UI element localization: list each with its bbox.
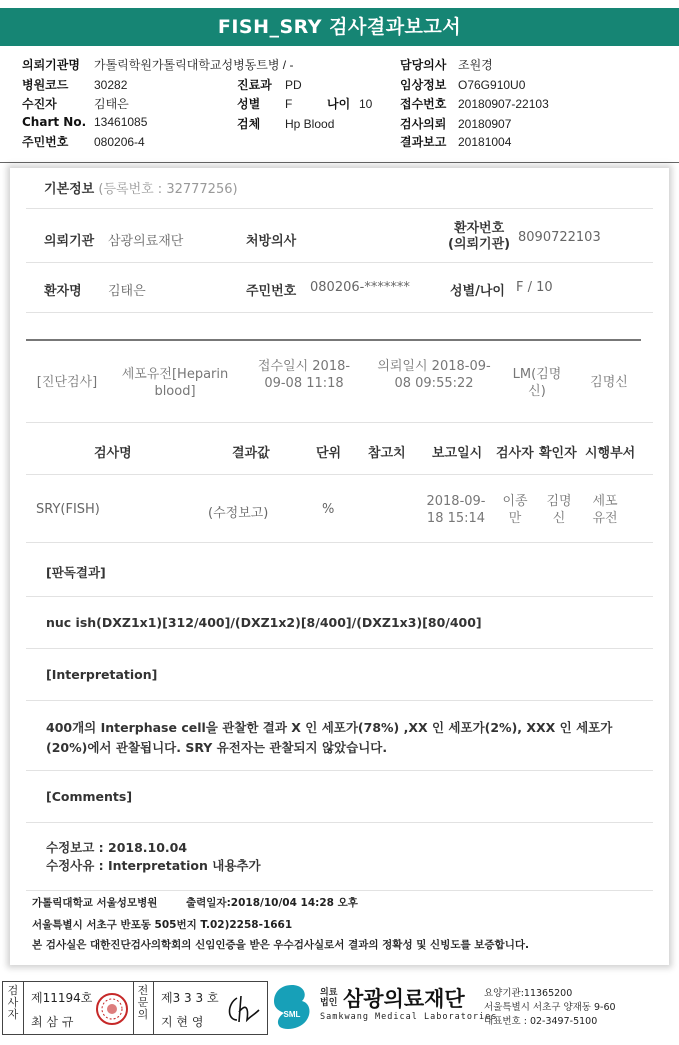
col-confirmer: 확인자 [539,446,577,461]
tester-name: 최 삼 규 [31,1015,74,1029]
sml-logo-text: SML [283,1010,301,1019]
row-tester: 이종만 [502,494,528,526]
header-resident-no: 주민번호 080206-4 [22,135,145,149]
interpretation-heading: [Interpretation] [46,667,158,682]
header-department: 진료과 PD [237,78,302,92]
patient-no-value: 8090722103 [518,230,601,245]
footer-printed: 출력일자:2018/10/04 14:28 오후 [186,897,358,909]
tester-license-no: 제11194호 [31,991,93,1005]
reading-text: nuc ish(DXZ1x1)[312/400]/(DXZ1x2)[8/400]/(DXZ1x3)[80/400] [46,615,482,630]
header-clinical-info: 임상정보 O76G910U0 [400,78,526,92]
tester-seal-icon [95,992,129,1026]
revision-date: 수정보고 : 2018.10.04 [46,840,188,855]
footer-hospital: 가톨릭대학교 서울성모병원 [32,897,158,909]
header-report-date: 결과보고 20181004 [400,135,512,149]
col-tester: 검사자 [496,446,534,461]
diag-requested: 의뢰일시 2018-09-08 09:55:22 [377,359,491,391]
header-age: 나이 10 [327,97,373,111]
row-unit: % [322,502,335,517]
row-department: 세포유전 [592,494,618,526]
col-report-time: 보고일시 [432,446,483,461]
row-test-name: SRY(FISH) [36,502,100,517]
tester-vertical-label: 검사자 [7,984,19,1021]
diag-specimen: 세포유전[Heparin blood] [121,367,229,399]
header-receipt-no: 접수번호 20180907-22103 [400,97,549,111]
col-reference: 참고치 [368,446,406,461]
specialist-name: 지 현 영 [161,1015,204,1029]
header-chart-no: Chart No. 13461085 [22,115,148,129]
col-department: 시행부서 [585,446,636,461]
revision-reason: 수정사유 : Interpretation 내용추가 [46,858,261,873]
row-report-time: 2018-09-18 15:14 [426,494,486,526]
diag-received: 접수일시 2018-09-08 11:18 [257,359,351,391]
header-doctor: 담당의사 조원경 [400,58,493,72]
col-unit: 단위 [316,446,342,461]
specialist-vertical-label: 전문의 [137,984,149,1021]
comments-heading: [Comments] [46,789,133,804]
diag-type: [진단검사] [36,375,98,390]
header-hospital-code: 병원코드 30282 [22,78,128,92]
patient-name-value: 김태은 [108,284,146,299]
doctor-label: 처방의사 [246,234,297,249]
specialist-signature-icon [223,990,263,1028]
header-sex: 성별 F [237,97,293,111]
report-panel [10,168,669,965]
report-title: FISH_SRY 검사결과보고서 [0,8,679,46]
sex-age-label: 성별/나이 [450,284,505,299]
corp-phone: 대표번호 : 02-3497-5100 [484,1016,598,1027]
corp-english-name: Samkwang Medical Laboratories [320,1012,498,1022]
section-divider [26,339,641,341]
col-result: 결과값 [232,446,270,461]
interpretation-text: 400개의 Interphase cell을 관찰한 결과 X 인 세포가(78%) ,XX 인 세포가(2%), XXX 인 세포가 (20%)에서 관찰됩니다. SRY 유전자는 관찰되지 않았습니다. [46,720,613,755]
reading-heading: [판독결과] [46,565,106,580]
specialist-license-no: 제3 3 3 호 [161,991,219,1005]
row-result: (수정보고) [208,506,269,521]
row-confirmer: 김명신 [546,494,572,526]
corp-prefix: 의료 법인 [320,988,338,1008]
footer-certification: 본 검사실은 대한진단검사의학회의 신임인증을 받은 우수검사실로서 결과의 정확성 및 신빙도를 보증합니다. [32,939,529,951]
diag-lm: LM(김명신) [512,367,562,399]
header-divider [0,162,679,163]
diag-reviewer: 김명신 [590,375,628,390]
signature-box [2,981,268,1035]
requester-label: 의뢰기관 [44,234,95,249]
header-requester-name: 의뢰기관명 가톨릭학원가톨릭대학교성병동트병 / - [22,58,294,72]
corp-name: 삼광의료재단 [343,987,465,1011]
header-patient: 수진자 김태은 [22,97,129,111]
resident-no-label: 주민번호 [246,284,297,299]
corp-address: 서울특별시 서초구 양재동 9-60 [484,1002,616,1013]
header-request-date: 검사의뢰 20180907 [400,117,512,131]
corp-institution-no: 요양기관:11365200 [484,988,573,999]
sex-age-value: F / 10 [516,280,553,295]
basic-info-heading: 기본정보 (등록번호 : 32777256) [44,182,238,197]
col-test-name: 검사명 [94,446,132,461]
patient-no-label: 환자번호 (의뢰기관) [448,221,511,252]
patient-name-label: 환자명 [44,284,82,299]
requester-value: 삼광의료재단 [108,234,184,249]
sml-logo-icon [270,983,314,1031]
header-specimen: 검체 Hp Blood [237,117,335,131]
resident-no-value: 080206-******* [310,280,410,295]
footer-address: 서울특별시 서초구 반포동 505번지 T.02)2258-1661 [32,919,293,931]
